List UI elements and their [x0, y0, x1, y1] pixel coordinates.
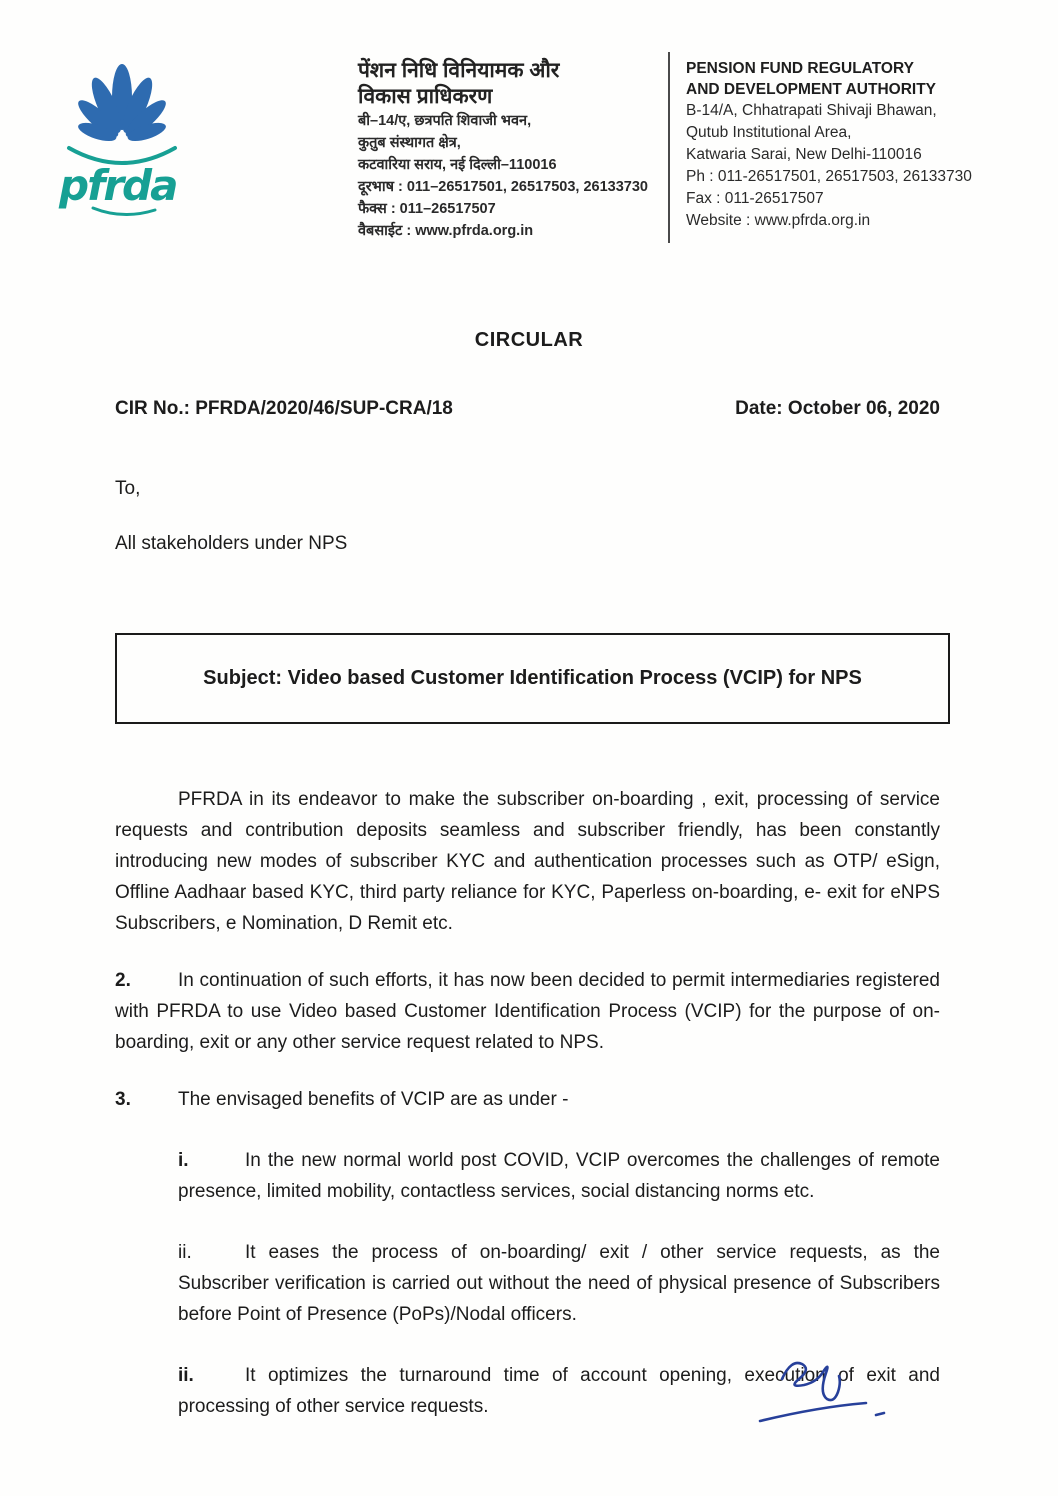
- addressee: All stakeholders under NPS: [115, 533, 348, 554]
- signature-graphic: [748, 1345, 898, 1455]
- address-english-line: Katwaria Sarai, New Delhi-110016: [686, 146, 922, 163]
- subject-text: Subject: Video based Customer Identification Process (VCIP) for NPS: [203, 667, 862, 689]
- benefit-item-1-text: In the new normal world post COVID, VCIP overcomes the challenges of remote presence, limited mobility, contactless services, social distancing norms etc.: [178, 1150, 940, 1202]
- letterhead-english: [668, 52, 1003, 243]
- fax-hindi-line: फैक्स : 011–26517507: [358, 201, 496, 217]
- document-title: CIRCULAR: [474, 329, 584, 351]
- pfrda-logo-text: pfrda: [59, 161, 177, 210]
- pfrda-logo-graphic: [55, 52, 190, 227]
- address-hindi-line: कटवारिया सराय, नई दिल्ली–110016: [358, 157, 557, 173]
- phone-english-line: Ph : 011-26517501, 26517503, 26133730: [686, 168, 972, 185]
- meta-row: [115, 398, 940, 420]
- letterhead-hindi: [358, 52, 668, 242]
- circular-number: CIR No.: PFRDA/2020/46/SUP-CRA/18: [115, 398, 453, 419]
- benefit-item-2: [178, 1237, 940, 1330]
- letterhead: [0, 0, 1058, 243]
- subject-box: [115, 633, 950, 724]
- paragraph-3: [115, 1084, 940, 1115]
- benefit-item-1-number: i.: [178, 1150, 189, 1171]
- benefit-item-1: [178, 1145, 940, 1207]
- address-english-line: B-14/A, Chhatrapati Shivaji Bhawan,: [686, 102, 937, 119]
- paragraph-1: PFRDA in its endeavor to make the subscriber on-boarding , exit, processing of service requests and contribution deposits seamless and subscriber friendly, has been constantly introducing new modes of subscriber KYC and authentication processes such as OTP/ eSign, Offline Aadhaar based KYC, third party reliance for KYC, Paperless on-boarding, e- exit for eNPS Subscribers, e Nomination, D Remit etc.: [115, 789, 940, 934]
- fax-english-line: Fax : 011-26517507: [686, 190, 824, 207]
- pfrda-logo: [55, 52, 358, 232]
- benefit-item-3-text: It optimizes the turnaround time of account opening, execution of exit and processing of other service requests.: [178, 1365, 940, 1417]
- org-name-english-line2: AND DEVELOPMENT AUTHORITY: [686, 81, 937, 98]
- benefit-item-2-number: ii.: [178, 1242, 192, 1263]
- salutation-to: To,: [115, 478, 141, 499]
- paragraph-2-number: 2.: [115, 970, 131, 991]
- paragraph-3-text: The envisaged benefits of VCIP are as under -: [178, 1089, 569, 1110]
- circular-date: Date: October 06, 2020: [735, 398, 940, 419]
- paragraph-3-number: 3.: [115, 1089, 131, 1110]
- phone-hindi-line: दूरभाष : 011–26517501, 26517503, 26133730: [358, 179, 648, 195]
- address-hindi-line: बी–14/ए, छत्रपति शिवाजी भवन,: [358, 113, 532, 129]
- benefit-item-3-number: ii.: [178, 1365, 194, 1386]
- website-hindi-line: वैबसाईट : www.pfrda.org.in: [358, 223, 534, 239]
- address-english-line: Qutub Institutional Area,: [686, 124, 852, 141]
- org-name-english-line1: PENSION FUND REGULATORY: [686, 60, 914, 77]
- website-english-line: Website : www.pfrda.org.in: [686, 212, 871, 229]
- org-name-hindi-line2: विकास प्राधिकरण: [358, 85, 493, 108]
- signature: [748, 1345, 898, 1455]
- paragraph-2: [115, 965, 940, 1058]
- paragraph-2-text: In continuation of such efforts, it has now been decided to permit intermediaries registered with PFRDA to use Video based Customer Identification Process (VCIP) for the purpose of on-boarding, exit or any other service request related to NPS.: [115, 970, 940, 1053]
- address-hindi-line: कुतुब संस्थागत क्षेत्र,: [358, 135, 461, 151]
- benefit-item-2-text: It eases the process of on-boarding/ exit / other service requests, as the Subscriber verification is carried out without the need of physical presence of Subscribers before Point of Presence (PoPs)/Nodal officers.: [178, 1242, 940, 1325]
- org-name-hindi-line1: पेंशन निधि विनियामक और: [358, 59, 560, 82]
